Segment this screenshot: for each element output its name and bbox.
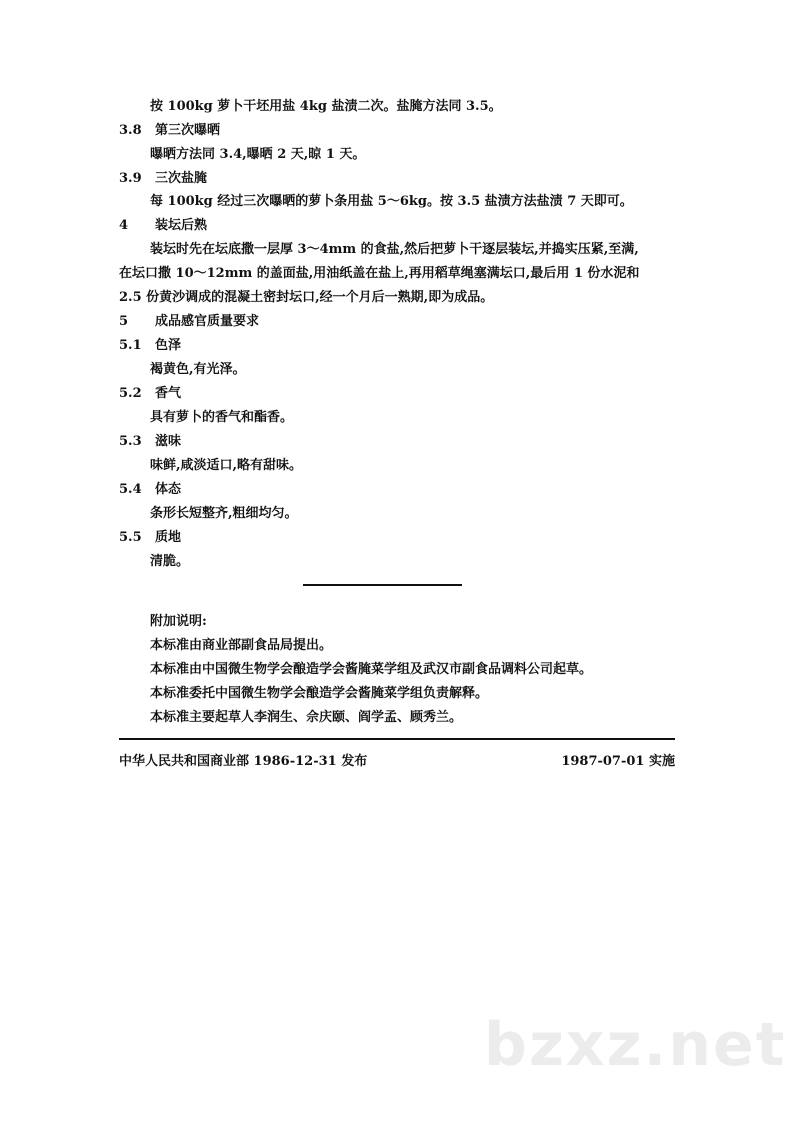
section-heading-5-3 <box>119 434 181 450</box>
section-4-line-3: 2.5 份黄沙调成的混凝土密封坛口,经一个月后一熟期,即为成品。 <box>119 290 494 305</box>
section-heading-5-2 <box>119 386 181 402</box>
section-title: 成品感官质量要求 <box>155 314 260 329</box>
section-number: 5 <box>119 314 129 329</box>
section-number: 3.9 <box>119 171 142 186</box>
section-text-5-1: 褐黄色,有光泽。 <box>150 362 246 377</box>
intro-text: 按 100kg 萝卜干坯用盐 4kg 盐渍二次。盐腌方法同 3.5。 <box>150 99 502 114</box>
section-heading-5-4 <box>119 482 181 498</box>
section-title: 质地 <box>155 530 182 545</box>
section-heading-3-9 <box>119 171 207 187</box>
section-number: 5.5 <box>119 530 142 545</box>
section-title: 第三次曝晒 <box>155 123 221 138</box>
appendix-line-1: 本标准由商业部副食品局提出。 <box>150 638 333 653</box>
section-number: 5.1 <box>119 338 142 353</box>
section-title: 装坛后熟 <box>155 218 208 233</box>
appendix-heading: 附加说明: <box>150 614 207 629</box>
section-title: 滋味 <box>155 434 182 449</box>
section-number: 5.4 <box>119 482 142 497</box>
section-text-5-4: 条形长短整齐,粗细均匀。 <box>150 506 298 521</box>
section-heading-5-5 <box>119 530 181 546</box>
section-text-5-3: 味鲜,咸淡适口,略有甜味。 <box>150 458 303 473</box>
appendix-line-4: 本标准主要起草人李润生、佘庆颐、阎学孟、顾秀兰。 <box>150 710 463 725</box>
site-watermark: bzxz.net <box>484 1010 787 1080</box>
section-title: 香气 <box>155 386 182 401</box>
section-heading-4 <box>119 218 207 234</box>
section-title: 三次盐腌 <box>155 171 208 186</box>
section-4-line-1: 装坛时先在坛底撒一层厚 3～4mm 的食盐,然后把萝卜干逐层装坛,并捣实压紧,至满, <box>150 242 639 257</box>
section-number: 5.2 <box>119 386 142 401</box>
section-number: 5.3 <box>119 434 142 449</box>
section-title: 色泽 <box>155 338 182 353</box>
section-text-3-8: 曝晒方法同 3.4,曝晒 2 天,晾 1 天。 <box>150 147 366 162</box>
end-of-text-rule <box>303 584 462 586</box>
section-text-5-5: 清脆。 <box>150 554 190 569</box>
appendix-line-2: 本标准由中国微生物学会酿造学会酱腌菜学组及武汉市副食品调料公司起草。 <box>150 662 593 677</box>
section-text-3-9: 每 100kg 经过三次曝晒的萝卜条用盐 5～6kg。按 3.5 盐渍方法盐渍 7 天即可。 <box>150 194 633 209</box>
section-title: 体态 <box>155 482 182 497</box>
section-heading-5 <box>119 314 259 330</box>
footer-effective: 1987-07-01 实施 <box>561 754 675 769</box>
section-number: 4 <box>119 218 129 233</box>
footer-rule <box>119 738 675 740</box>
section-4-line-2: 在坛口撒 10～12mm 的盖面盐,用油纸盖在盐上,再用稻草绳塞满坛口,最后用 1 份水泥和 <box>119 266 640 281</box>
section-heading-3-8 <box>119 123 220 139</box>
section-number: 3.8 <box>119 123 142 138</box>
section-heading-5-1 <box>119 338 181 354</box>
section-text-5-2: 具有萝卜的香气和酯香。 <box>150 410 294 425</box>
appendix-line-3: 本标准委托中国微生物学会酿造学会酱腌菜学组负责解释。 <box>150 686 489 701</box>
footer-issued: 中华人民共和国商业部 1986-12-31 发布 <box>119 754 368 769</box>
